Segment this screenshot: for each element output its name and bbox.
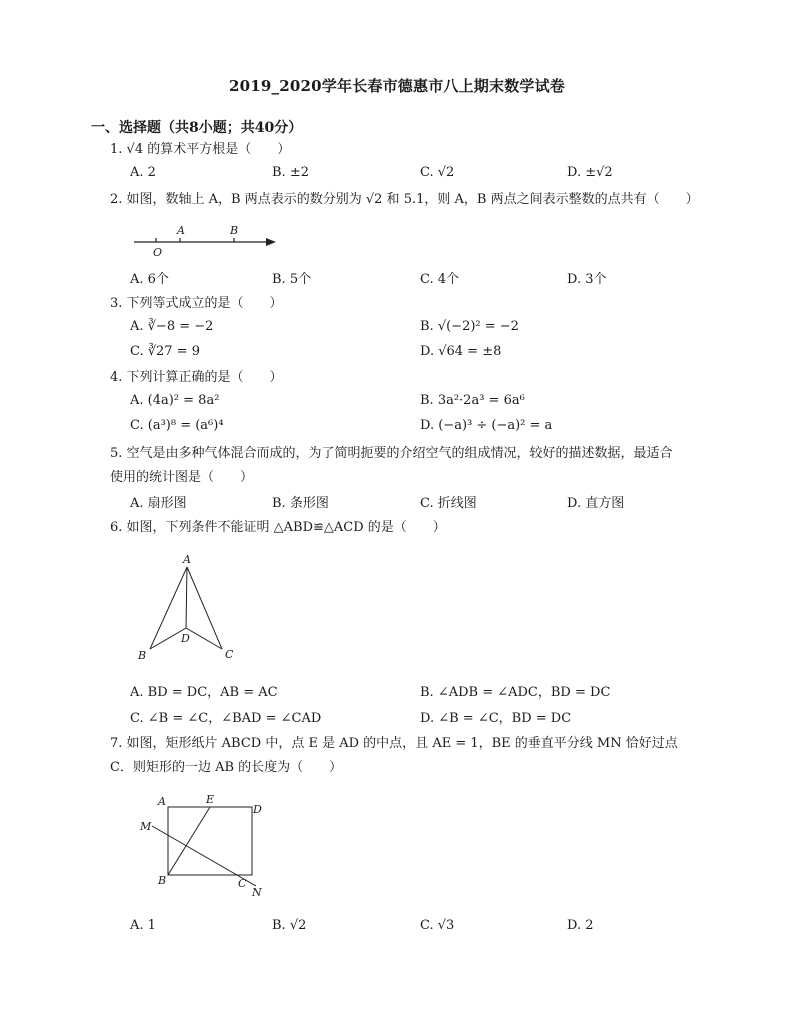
label-a: A [183,553,191,566]
question-6-stem: 6. 如图，下列条件不能证明 △ABD≌△ACD 的是（ ） [110,520,446,535]
q4-option-d: D. (−a)³ ÷ (−a)² = a [420,418,553,433]
q2-option-b: B. 5个 [272,272,312,287]
q2-option-c: C. 4个 [420,272,460,287]
q4-option-b: B. 3a²·2a³ = 6a⁶ [420,393,525,408]
q4-option-c: C. (a³)⁸ = (a⁶)⁴ [130,418,224,433]
q7-option-b: B. √2 [272,918,307,933]
section-heading: 一、选择题（共8小题；共40分） [91,120,303,136]
q1-option-c: C. √2 [420,165,455,180]
label-o: O [153,246,163,259]
q3-option-a: A. ∛−8 = −2 [130,319,214,334]
q4-option-a: A. (4a)² = 8a² [130,393,220,408]
q3-option-c: C. ∛27 = 9 [130,344,201,359]
q1-option-a: A. 2 [130,165,156,180]
q5-option-c: C. 折线图 [420,496,477,511]
label-d: D [253,803,262,816]
q6-option-b: B. ∠ADB = ∠ADC，BD = DC [420,685,611,700]
label-a: A [177,224,185,237]
label-m: M [140,820,152,833]
label-e: E [206,793,215,806]
label-b: B [230,224,239,237]
triangle-abd-acd-figure [130,552,250,667]
q2-option-d: D. 3个 [567,272,607,287]
q7-option-a: A. 1 [130,918,156,933]
label-b: B [138,649,147,662]
q7-option-d: D. 2 [567,918,594,933]
q5-option-b: B. 条形图 [272,496,329,511]
label-n: N [252,886,262,899]
q7-option-c: C. √3 [420,918,455,933]
question-5-stem-line2: 使用的统计图是（ ） [110,470,254,485]
question-5-stem-line1: 5. 空气是由多种气体混合而成的，为了简明扼要的介绍空气的组成情况，较好的描述数据，最适合 [110,446,673,461]
q3-option-d: D. √64 = ±8 [420,344,502,359]
label-c: C [225,648,234,661]
label-d: D [181,632,190,645]
number-line-figure [130,222,280,262]
q6-option-c: C. ∠B = ∠C，∠BAD = ∠CAD [130,711,322,726]
q1-option-d: D. ±√2 [567,165,613,180]
label-c: C [238,877,247,890]
page-title: 2019_2020学年长春市德惠市八上期末数学试卷 [229,77,565,95]
question-7-stem-line1: 7. 如图，矩形纸片 ABCD 中，点 E 是 AD 的中点，且 AE = 1，BE 的垂直平分线 MN 恰好过点 [110,736,678,751]
q6-option-a: A. BD = DC，AB = AC [130,685,278,700]
q3-option-b: B. √(−2)² = −2 [420,319,519,334]
label-b: B [158,874,167,887]
q6-option-d: D. ∠B = ∠C，BD = DC [420,711,572,726]
question-2-stem: 2. 如图，数轴上 A，B 两点表示的数分别为 √2 和 5.1，则 A，B 两点之间表示整数的点共有（ ） [110,192,699,207]
rectangle-abcd-figure [130,790,270,900]
question-7-stem-line2: C．则矩形的一边 AB 的长度为（ ） [110,760,343,775]
label-a: A [158,795,166,808]
q5-option-d: D. 直方图 [567,496,625,511]
q5-option-a: A. 扇形图 [130,496,187,511]
question-1-stem: 1. √4 的算术平方根是（ ） [110,142,291,157]
question-4-stem: 4. 下列计算正确的是（ ） [110,370,283,385]
question-3-stem: 3. 下列等式成立的是（ ） [110,296,283,311]
q2-option-a: A. 6个 [130,272,169,287]
q1-option-b: B. ±2 [272,165,309,180]
